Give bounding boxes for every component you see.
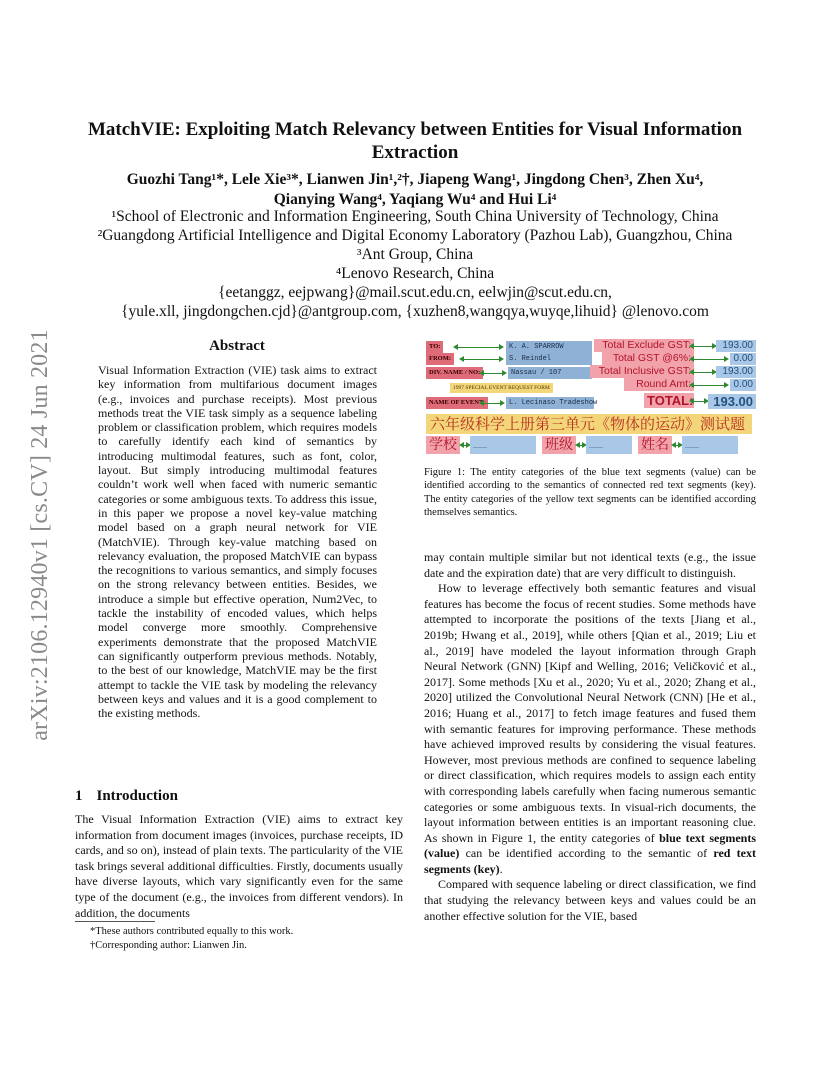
key-segment: 姓名 [638, 436, 672, 454]
match-arrow [482, 373, 504, 374]
key-segment: 学校 [426, 436, 460, 454]
key-segment: Round Amt: [624, 378, 694, 391]
author-line: Qianying Wang⁴, Yaqiang Wu⁴ and Hui Li⁴ [273, 191, 557, 208]
match-arrow [692, 346, 714, 347]
bold-phrase: blue text segments (value) [424, 830, 757, 861]
paragraph: may contain multiple similar but not identical texts (e.g., the issue date and the expiration date) that are very difficult to distinguish. [424, 550, 756, 580]
value-segment: 0.00 [730, 353, 756, 365]
value-segment: ____ [470, 436, 536, 454]
value-segment: S. Reindel [506, 353, 592, 365]
affiliation-line: ⁴Lenovo Research, China [335, 265, 495, 282]
value-segment: L. Lecinaso Tradeshow [506, 397, 594, 409]
section-number: 1 [75, 788, 83, 804]
value-segment: Nassau / 107 [508, 367, 592, 379]
match-arrow [674, 445, 680, 446]
key-segment: TOTAL: [644, 393, 694, 408]
key-segment: Total Inclusive GST: [590, 365, 694, 378]
email-line: {eetanggz, eejpwang}@mail.scut.edu.cn, eelwjin@scut.edu.cn, [218, 284, 612, 301]
author-list [80, 170, 750, 210]
key-segment: DIV. NAME / NO: [426, 367, 483, 379]
key-segment: Total GST @6%: [602, 352, 694, 365]
key-segment: TO: [426, 341, 443, 353]
footnote: *These authors contributed equally to this work. [90, 926, 294, 937]
value-segment: 193.00 [708, 394, 756, 409]
paragraph-text: How to leverage effectively both semantic features and visual features has become the focus of recent studies. Some methods have attempted to incorporate the positions of the texts [Jiang et al., 2019b; Hwang et al., 2019], while others [Qian et al., 2019; Liu et al., 2019] have modeled the layout information through Graph Neural Network (GNN) [Kipf and Welling, 2016; Veličković et al., 2017]. Some methods [Xu et al., 2020; Yu et al., 2020; Zhang et al., 2020] utilized the Convolutional Neural Network (CNN) [He et al., 2016; Huang et al., 2017] to fetch image features and fused them with semantic features for improving performance. These methods have achieved improved results by considering the visual features. However, most previous methods are confined to sequence labeling or direct classification, which requires models to assign each entity with corresponding labels carefully when facing numerous semantic categories or some ambiguous texts. In visual-rich documents, the layout information between entities is an important reasoning clue. As shown in Figure 1, the entity categories of [424, 581, 756, 845]
match-arrow [482, 403, 502, 404]
right-column-text [424, 550, 756, 924]
footnote-divider [75, 921, 155, 922]
paragraph-text: . [499, 861, 503, 876]
match-arrow [692, 372, 714, 373]
match-arrow [462, 359, 501, 360]
affiliation-line: ³Ant Group, China [356, 246, 474, 263]
standalone-segment: 1997 SPECIAL EVENT REQUEST FORM [450, 383, 553, 393]
match-arrow [462, 445, 468, 446]
footnotes [90, 925, 390, 953]
abstract-heading: Abstract [209, 338, 265, 354]
match-arrow [578, 445, 584, 446]
affiliations [50, 207, 780, 321]
match-arrow [692, 359, 726, 360]
section-heading [75, 788, 178, 805]
email-line: {yule.xll, jingdongchen.cjd}@antgroup.com, {xuzhen8,wangqya,wuyqe,lihuid} @lenovo.com [121, 303, 709, 320]
value-segment: ____ [586, 436, 632, 454]
paragraph-text: can be identified according to the semantic of [465, 846, 708, 861]
key-segment: NAME OF EVENT: [426, 397, 488, 409]
paragraph [424, 581, 756, 877]
value-segment: 193.00 [716, 340, 756, 352]
affiliation-line: ²Guangdong Artificial Intelligence and Digital Economy Laboratory (Pazhou Lab), Guangzhou, China [97, 227, 733, 244]
key-segment: FROM: [426, 353, 454, 365]
author-line: Guozhi Tang¹*, Lele Xie³*, Lianwen Jin¹,²†, Jiapeng Wang¹, Jingdong Chen³, Zhen Xu⁴, [126, 171, 704, 188]
affiliation-line: ¹School of Electronic and Information Engineering, South China University of Technology, China [111, 208, 719, 225]
match-arrow [456, 347, 501, 348]
key-segment: 班级 [542, 436, 576, 454]
paper-title: MatchVIE: Exploiting Match Relevancy between Entities for Visual Information Extraction [87, 119, 743, 163]
figure-1 [424, 338, 756, 456]
value-segment: ____ [682, 436, 738, 454]
match-arrow [692, 401, 706, 402]
footnote: †Corresponding author: Lianwen Jin. [90, 940, 247, 951]
value-segment: 0.00 [730, 379, 756, 391]
value-segment: 193.00 [716, 366, 756, 378]
value-segment: K. A. SPARROW [506, 341, 592, 353]
intro-text: The Visual Information Extraction (VIE) aims to extract key information from document images (invoices, purchase receipts, ID cards, and so on), instead of plain texts. The particularity of the VIE task brings several additional difficulties. Firstly, documents usually have diverse layouts, which vary significantly even for the same type of the document (e.g., the invoices from different vendors). In addition, the documents [75, 812, 403, 920]
paragraph: Compared with sequence labeling or direct classification, we find that studying the relevancy between keys and values could be an another effective solution for the VIE, based [424, 877, 756, 923]
standalone-segment: 六年级科学上册第三单元《物体的运动》测试题 [426, 414, 752, 434]
figure-caption: Figure 1: The entity categories of the blue text segments (value) can be identified according to the semantics of connected red text segments (key). The entity categories of the yellow text segments can be identified according themselves semantics. [424, 467, 756, 519]
abstract-text: Visual Information Extraction (VIE) task aims to extract key information from multifarious document images (e.g., invoices and purchase receipts). Most previous methods treat the VIE task simply as a sequence labeling problem or classification problem, which requires models to carefully identify each kind of semantics by introducing multimodal features, such as font, color, layout. But simply introducing multimodal features couldn’t work well when faced with numeric semantic categories or some ambiguous texts. To address this issue, in this paper we propose a novel key-value matching model based on a graph neural network for VIE (MatchVIE). Through key-value matching based on relevancy evaluation, the proposed MatchVIE can bypass the recognitions to various semantics, and simply focuses on the strong relevancy between entities. Besides, we introduce a simple but effective operation, Num2Vec, to tackle the instability of encoded values, which helps model converge more smoothly. Comprehensive experiments demonstrate that the proposed MatchVIE can significantly outperform previous methods. Notably, to the best of our knowledge, MatchVIE may be the first attempt to tackle the VIE task by modeling the relevancy between keys and values and it is a good complement to the existing methods. [98, 363, 377, 721]
section-title: Introduction [96, 788, 178, 804]
match-arrow [692, 385, 726, 386]
bold-phrase: red text segments (key) [424, 846, 756, 876]
key-segment: Total Exclude GST: [594, 339, 694, 352]
arxiv-stamp: arXiv:2106.12940v1 [cs.CV] 24 Jun 2021 [27, 329, 53, 741]
